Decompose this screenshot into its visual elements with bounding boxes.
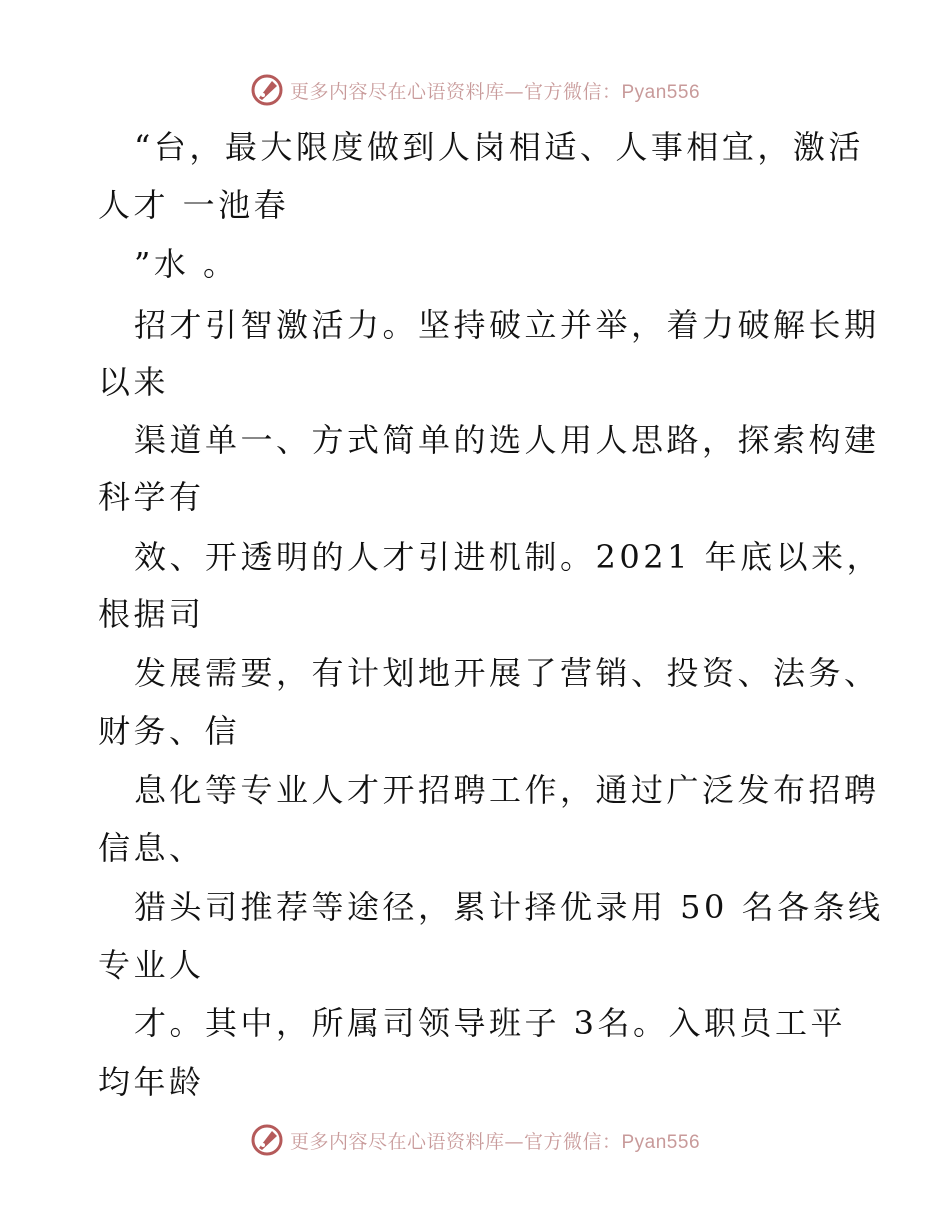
body-line: 信息、: [98, 829, 205, 867]
body-line: “台，最大限度做到人岗相适、人事相宜，激活: [134, 128, 864, 166]
footer-watermark: [0, 1120, 950, 1160]
watermark-text: 更多内容尽在心语资料库—官方微信：Pyan556: [289, 80, 701, 103]
body-line: 猎头司推荐等途径，累计择优录用 50 名各条线: [134, 888, 884, 926]
body-line: 才。其中，所属司领导班子 3名。入职员工平: [134, 1004, 847, 1042]
body-line: 均年龄: [98, 1063, 205, 1101]
body-line: 发展需要，有计划地开展了营销、投资、法务、: [134, 654, 880, 692]
body-line: 以来: [98, 363, 170, 401]
body-line: 科学有: [98, 478, 205, 516]
body-line: 渠道单一、方式简单的选人用人思路，探索构建: [134, 421, 880, 459]
body-line: 人才 一池春: [98, 186, 290, 224]
body-line: 息化等专业人才开招聘工作，通过广泛发布招聘: [134, 771, 880, 809]
body-line: 专业人: [98, 946, 205, 984]
body-line: 招才引智激活力。坚持破立并举，着力破解长期: [134, 306, 880, 344]
body-line: ”水 。: [134, 245, 239, 283]
pen-nib-logo-icon: [250, 1123, 284, 1157]
body-line: 效、开透明的人才引进机制。2021 年底以来，: [134, 538, 883, 576]
header-watermark: [0, 70, 950, 110]
pen-nib-logo-icon: [250, 73, 284, 107]
watermark-text: 更多内容尽在心语资料库—官方微信：Pyan556: [289, 1130, 701, 1153]
body-line: 根据司: [98, 595, 205, 633]
body-line: 财务、信: [98, 712, 241, 750]
